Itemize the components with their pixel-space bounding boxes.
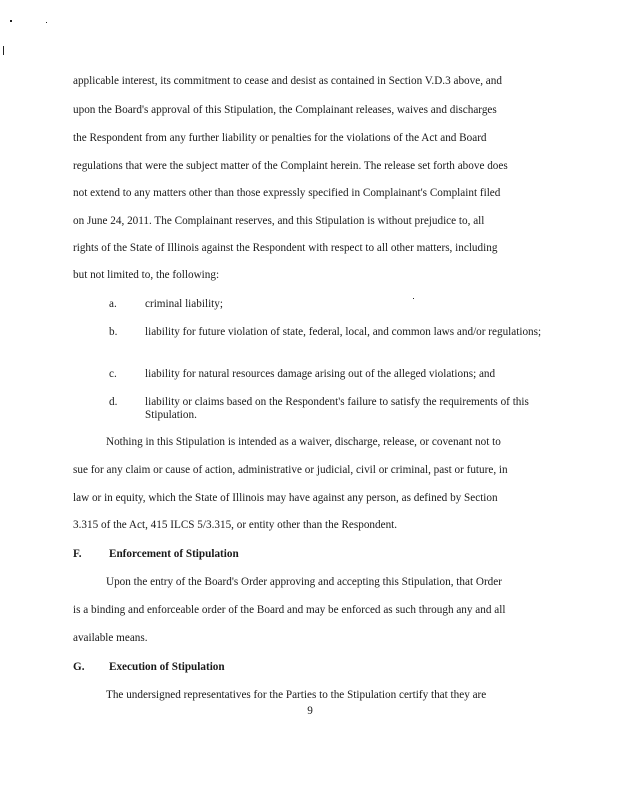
paragraph-line: on June 24, 2011. The Complainant reserves, and this Stipulation is without prejudice to, all bbox=[73, 215, 485, 227]
paragraph-line: available means. bbox=[73, 632, 148, 644]
paragraph-line: upon the Board's approval of this Stipulation, the Complainant releases, waives and discharges bbox=[73, 104, 497, 116]
scan-artifact bbox=[3, 46, 4, 55]
list-item-letter: b. bbox=[109, 326, 118, 338]
paragraph-line: Upon the entry of the Board's Order approving and accepting this Stipulation, that Order bbox=[106, 576, 502, 588]
paragraph-line: is a binding and enforceable order of the Board and may be enforced as such through any and all bbox=[73, 604, 506, 616]
list-item-letter: c. bbox=[109, 368, 117, 380]
list-item-text: liability for natural resources damage arising out of the alleged violations; and bbox=[145, 368, 496, 380]
section-letter: F. bbox=[73, 548, 82, 560]
section-title: Execution of Stipulation bbox=[109, 661, 225, 673]
list-item-letter: a. bbox=[109, 298, 117, 310]
paragraph-line: The undersigned representatives for the Parties to the Stipulation certify that they are bbox=[106, 689, 487, 701]
scan-artifact bbox=[10, 20, 12, 22]
section-letter: G. bbox=[73, 661, 85, 673]
paragraph-line: but not limited to, the following: bbox=[73, 269, 220, 281]
paragraph-line: sue for any claim or cause of action, administrative or judicial, civil or criminal, past or future, in bbox=[73, 464, 508, 476]
list-item-text: criminal liability; bbox=[145, 298, 223, 310]
paragraph-line: 3.315 of the Act, 415 ILCS 5/3.315, or entity other than the Respondent. bbox=[73, 519, 398, 531]
section-title: Enforcement of Stipulation bbox=[109, 548, 239, 560]
list-item-text: liability or claims based on the Respondent's failure to satisfy the requirements of this Stipulation. bbox=[145, 396, 529, 421]
paragraph-line: applicable interest, its commitment to cease and desist as contained in Section V.D.3 above, and bbox=[73, 75, 502, 87]
scan-artifact bbox=[46, 22, 47, 23]
paragraph-line: regulations that were the subject matter of the Complaint herein. The release set forth above does bbox=[73, 160, 508, 172]
paragraph-line: law or in equity, which the State of Illinois may have against any person, as defined by Section bbox=[73, 492, 498, 504]
list-item-letter: d. bbox=[109, 396, 118, 408]
paragraph-line: not extend to any matters other than those expressly specified in Complainant's Complaint filed bbox=[73, 187, 501, 199]
paragraph-line: Nothing in this Stipulation is intended as a waiver, discharge, release, or covenant not to bbox=[106, 436, 501, 448]
list-item-text: liability for future violation of state, federal, local, and common laws and/or regulations; bbox=[145, 326, 542, 338]
page-number: 9 bbox=[307, 705, 313, 717]
paragraph-line: the Respondent from any further liability or penalties for the violations of the Act and Board bbox=[73, 132, 487, 144]
paragraph-line: rights of the State of Illinois against the Respondent with respect to all other matters, including bbox=[73, 242, 498, 254]
